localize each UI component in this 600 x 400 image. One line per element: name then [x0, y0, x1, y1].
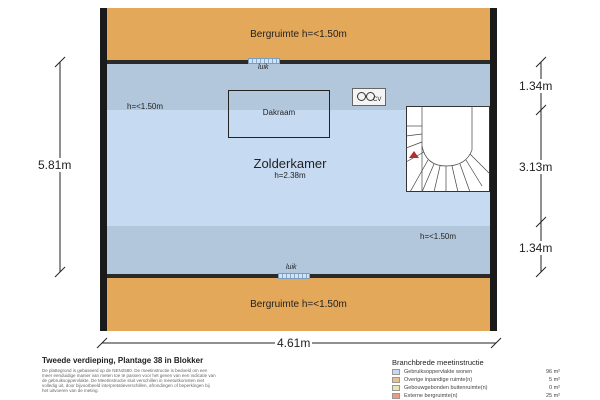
storage-bottom	[107, 278, 490, 331]
legend-value: 25 m²	[545, 393, 560, 399]
dimension-height-total: 5.81m	[38, 158, 72, 172]
dimension-right-top: 1.34m	[519, 79, 553, 93]
hatch-bottom-label: luik	[286, 264, 297, 271]
legend-item	[392, 384, 560, 392]
dimension-width-total: 4.61m	[277, 336, 311, 350]
storage-top-label: Bergruimte h=<1.50m	[250, 28, 347, 40]
legend-swatch	[392, 385, 400, 391]
legend-swatch	[392, 377, 400, 383]
legend-swatch	[392, 369, 400, 375]
legend-item	[392, 392, 560, 400]
staircase	[406, 106, 490, 192]
legend-value: 0 m²	[549, 385, 560, 391]
legend-title: Branchbrede meetinstructie	[392, 358, 484, 367]
room-height: h=2.38m	[274, 171, 306, 180]
low-height-label-left: h=<1.50m	[127, 102, 164, 111]
boiler-label: CV	[373, 97, 382, 103]
skylight-label: Dakraam	[262, 108, 296, 117]
legend-value: 96 m²	[545, 369, 560, 375]
legend-label: Gebouwgebonden buitenruimte(n)	[404, 385, 488, 391]
storage-top	[107, 8, 490, 60]
room-name: Zolderkamer	[253, 156, 327, 171]
dimension-right-middle: 3.13m	[519, 160, 553, 174]
footer-note-line: het uitvoeren van de meting.	[42, 388, 99, 393]
hatch-bottom	[278, 273, 310, 279]
legend-item	[392, 368, 560, 376]
legend-value: 5 m²	[549, 377, 560, 383]
boiler-dial-icon	[357, 92, 366, 101]
footer-note-line: de gebruiksoppervlakte. De Meetinstructie sluit verschillen in meetuitkomsten niet	[42, 378, 205, 383]
footer-note-line: volledig uit, door bijvoorbeeld interpretatieverschillen, afrondingen of beperkingen bij	[42, 383, 210, 388]
low-height-label-right: h=<1.50m	[420, 232, 457, 241]
legend-swatch	[392, 393, 400, 399]
legend-label: Externe bergruimte(n)	[404, 393, 458, 399]
footer-title: Tweede verdieping, Plantage 38 in Blokker	[42, 356, 204, 365]
legend-label: Gebruiksoppervlakte wonen	[404, 369, 473, 375]
boiler-unit	[352, 88, 386, 106]
skylight	[228, 90, 330, 138]
footer-note-line: meer eenduidige manier van meten toe te passen voor het geven van een indicatie van	[42, 373, 216, 378]
legend-label: Overige inpandige ruimte(n)	[404, 377, 473, 383]
legend-item	[392, 376, 560, 384]
hatch-top-label: luik	[258, 64, 269, 71]
dimension-right-bottom: 1.34m	[519, 241, 553, 255]
floor-plan	[100, 8, 497, 331]
storage-bottom-label: Bergruimte h=<1.50m	[250, 299, 347, 310]
footer-note-line: De plattegrond is gebaseerd op de NEN2580. De meetinstructie is bedoeld om een	[42, 368, 208, 373]
